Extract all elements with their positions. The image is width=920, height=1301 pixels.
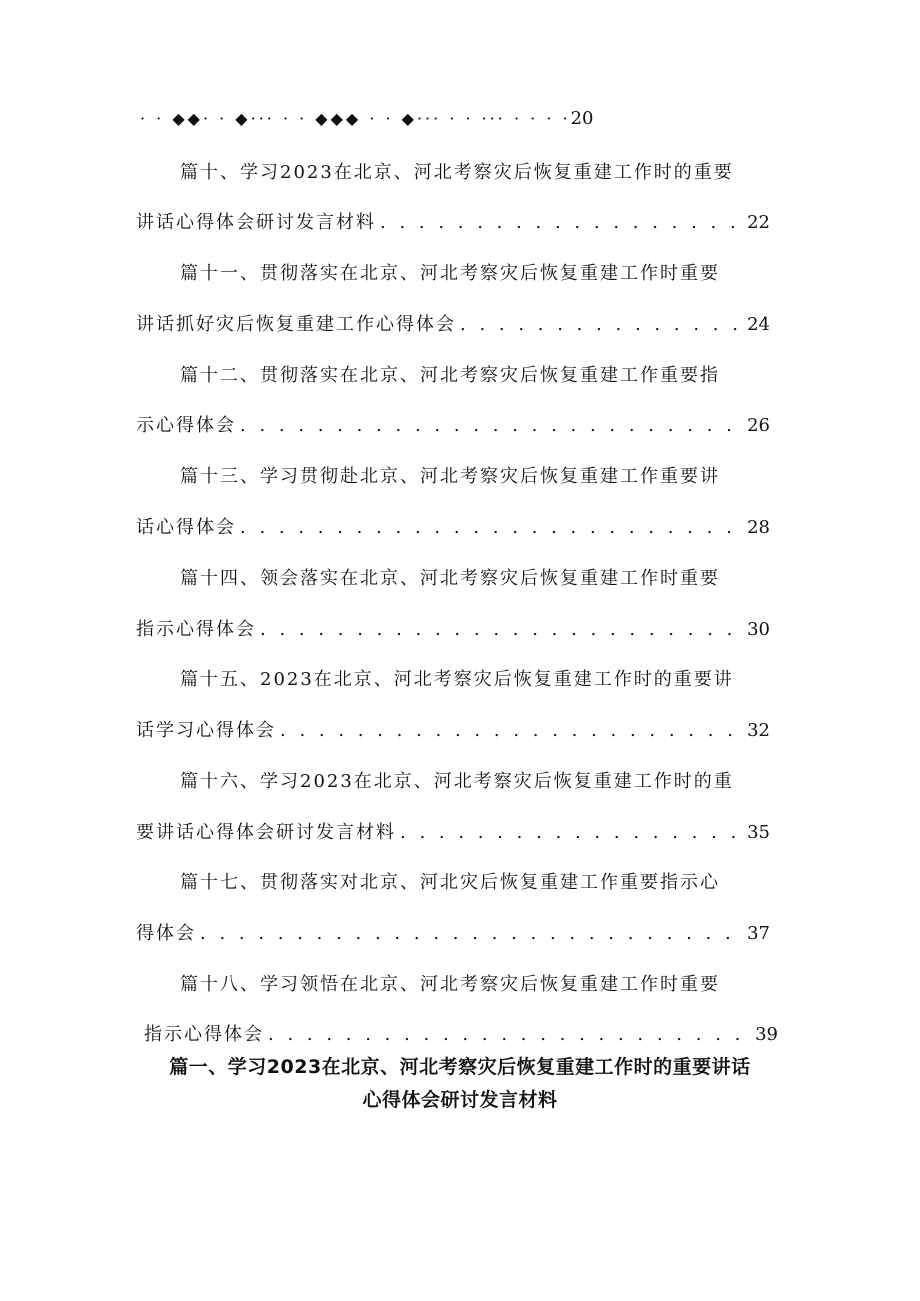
toc-entry-continuation (136, 310, 770, 336)
toc-entry-title (180, 564, 780, 590)
toc-entry-continuation (136, 818, 770, 844)
toc-page-number: 39 (755, 1024, 778, 1045)
toc-dot-leader (260, 619, 743, 640)
toc-dot-leader (240, 415, 743, 436)
toc-entry-continuation (136, 615, 770, 641)
toc-entry-title (180, 970, 780, 996)
toc-dot-leader (240, 517, 743, 538)
toc-entry-continuation (136, 411, 770, 437)
toc-entry-title (180, 361, 780, 387)
toc-entry-continuation (136, 513, 770, 539)
toc-entry-continuation (144, 1020, 778, 1046)
toc-entry-continuation (136, 716, 770, 742)
toc-page-number: 24 (747, 314, 770, 335)
toc-entry-title (180, 665, 780, 691)
toc-dot-leader (280, 720, 743, 741)
toc-entry-line2: 讲话抓好灾后恢复重建工作心得体会 (136, 314, 456, 335)
toc-entry-line1: 篇十一、贯彻落实在北京、河北考察灾后恢复重建工作时重要 (180, 263, 720, 284)
toc-page-number: 26 (747, 415, 770, 436)
toc-entry-continuation (136, 919, 770, 945)
section-heading-line1: 篇一、学习2023在北京、河北考察灾后恢复重建工作时的重要讲话 (169, 1056, 751, 1078)
toc-entry-line2: 话心得体会 (136, 517, 236, 538)
toc-page-number: 37 (747, 923, 770, 944)
toc-page-number: 22 (747, 212, 770, 233)
toc-entry-line2: 示心得体会 (136, 415, 236, 436)
section-heading-line2: 心得体会研讨发言材料 (362, 1089, 558, 1111)
toc-entry-line2: 话学习心得体会 (136, 720, 276, 741)
toc-entry-line1: 篇十六、学习2023在北京、河北考察灾后恢复重建工作时的重 (180, 771, 734, 792)
toc-dot-leader (400, 822, 743, 843)
toc-page-number: 20 (570, 108, 594, 129)
toc-entry-line1: 篇十五、2023在北京、河北考察灾后恢复重建工作时的重要讲 (180, 669, 734, 690)
toc-entry-line1: 篇十七、贯彻落实对北京、河北灾后恢复重建工作重要指示心 (180, 872, 720, 893)
toc-dot-leader (200, 923, 743, 944)
toc-entry-line1: 篇十、学习2023在北京、河北考察灾后恢复重建工作时的重要 (180, 162, 734, 183)
toc-entry-title (180, 259, 780, 285)
toc-dot-leader (268, 1024, 751, 1045)
toc-page-number: 32 (747, 720, 770, 741)
toc-entry-title (180, 158, 780, 184)
toc-page-number: 35 (747, 822, 770, 843)
toc-dot-leader (460, 314, 743, 335)
toc-entry-title (180, 462, 780, 488)
toc-fragment-line (140, 108, 593, 129)
toc-entry-title (180, 767, 780, 793)
toc-entry-line1: 篇十四、领会落实在北京、河北考察灾后恢复重建工作时重要 (180, 568, 720, 589)
toc-entry-title (180, 868, 780, 894)
toc-entry-line2: 指示心得体会 (144, 1024, 264, 1045)
toc-entry-line1: 篇十二、贯彻落实在北京、河北考察灾后恢复重建工作重要指 (180, 365, 720, 386)
toc-page-number: 28 (747, 517, 770, 538)
toc-entry-continuation (136, 208, 770, 234)
toc-dot-leader (380, 212, 743, 233)
toc-entry-line1: 篇十三、学习贯彻赴北京、河北考察灾后恢复重建工作重要讲 (180, 466, 720, 487)
toc-entry-line2: 得体会 (136, 923, 196, 944)
toc-entry-line2: 指示心得体会 (136, 619, 256, 640)
toc-entry-line2: 讲话心得体会研讨发言材料 (136, 212, 376, 233)
toc-page-number: 30 (747, 619, 770, 640)
toc-entry-line1: 篇十八、学习领悟在北京、河北考察灾后恢复重建工作时重要 (180, 974, 720, 995)
toc-entry-line2: 要讲话心得体会研讨发言材料 (136, 822, 396, 843)
toc-fragment-dots: · · ◆◆· · ◆··· · · ◆◆◆ · · ◆··· · · ··· · · · · (140, 109, 571, 128)
